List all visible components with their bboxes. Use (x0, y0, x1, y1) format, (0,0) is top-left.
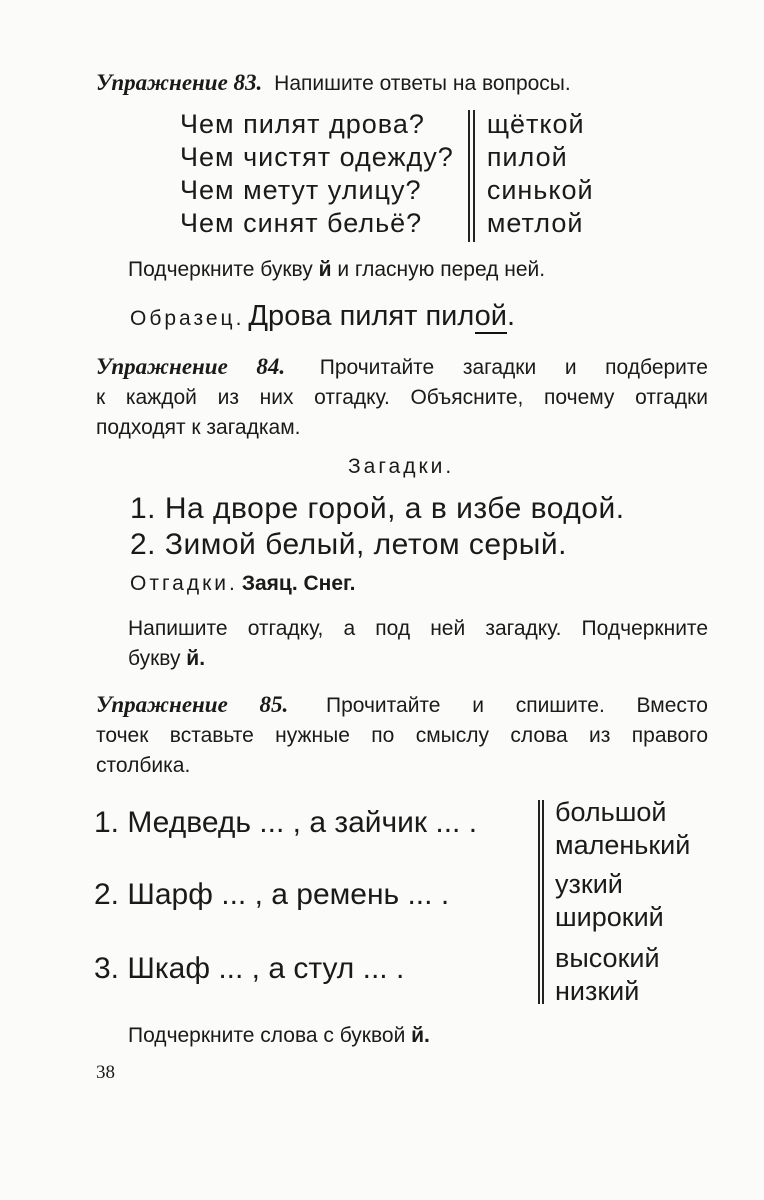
ex85-options-1 (555, 796, 690, 862)
ex85-task (128, 1024, 430, 1048)
ex85-task-text: Подчеркните слова с буквой (128, 1024, 406, 1047)
ex84-heading (96, 352, 708, 443)
ex85-options-2 (555, 868, 664, 934)
sample-text: Дрова пилят пил (248, 300, 475, 332)
ex83-heading (96, 68, 708, 99)
option: низкий (555, 976, 640, 1006)
ex83-sample (130, 300, 515, 333)
ex83-task (128, 258, 545, 282)
ex83-task-letter: й (318, 258, 332, 281)
ex83-questions (180, 108, 454, 242)
option: маленький (555, 830, 691, 860)
answer: щёткой (486, 109, 585, 139)
ex84-task-l2-text: букву (128, 647, 181, 670)
ex85-sentence-1: 1. Медведь ... , а зайчик ... . (94, 806, 478, 839)
ex85-label: Упражнение 85. (96, 692, 289, 717)
page-number: 38 (96, 1062, 115, 1083)
question: Чем синят бельё? (180, 208, 423, 238)
answers-label: Отгадки. (130, 572, 238, 595)
ex83-label: Упражнение 83. (96, 70, 263, 95)
ex83-instruction: Напишите ответы на вопросы. (274, 72, 571, 95)
answer: синькой (486, 175, 594, 205)
double-divider (468, 110, 475, 242)
sample-underlined: ой (474, 300, 507, 332)
ex85-options-3 (555, 942, 660, 1008)
ex83-task-end: и гласную перед ней. (337, 258, 546, 281)
option: узкий (555, 869, 623, 899)
ex85-double-divider (538, 800, 544, 1004)
ex85-sentence-2: 2. Шарф ... , а ремень ... . (94, 878, 450, 911)
ex83-task-text: Подчеркните букву (128, 258, 313, 281)
ex83-qa-table (180, 108, 594, 242)
answer: пилой (486, 142, 568, 172)
sample-label: Образец. (130, 307, 245, 330)
ex85-heading (96, 690, 708, 781)
ex84-label: Упражнение 84. (96, 354, 286, 379)
ex85-task-letter: й. (411, 1024, 430, 1047)
ex85-instruction-l2: точек вставьте нужные по смыслу слова из правого (96, 724, 708, 747)
riddle-1: 1. На дворе горой, а в избе водой. (130, 492, 625, 525)
option: широкий (555, 902, 664, 932)
sample-end: . (506, 300, 515, 332)
riddle-2: 2. Зимой белый, летом серый. (130, 528, 567, 561)
ex84-task-l2 (128, 644, 708, 674)
ex85-line1 (96, 690, 708, 721)
ex84-instruction-l1: Прочитайте загадки и подберите (319, 356, 708, 379)
ex84-task (128, 614, 708, 674)
ex84-instruction-l3: подходят к загадкам. (96, 416, 301, 439)
ex85-instruction-l3: столбика. (96, 754, 191, 777)
option: высокий (555, 943, 660, 973)
answer: метлой (486, 208, 584, 238)
ex84-line1 (96, 352, 708, 383)
riddles-title: Загадки. (348, 455, 455, 478)
question: Чем чистят одежду? (180, 142, 454, 172)
question: Чем метут улицу? (180, 175, 422, 205)
ex83-answers (487, 108, 594, 242)
ex84-answers (130, 572, 356, 596)
ex85-sentence-3: 3. Шкаф ... , а стул ... . (94, 952, 405, 985)
answers-text: Заяц. Снег. (241, 572, 356, 595)
question: Чем пилят дрова? (180, 109, 425, 139)
ex84-task-letter: й. (186, 647, 206, 670)
ex85-instruction-l1: Прочитайте и спишите. Вместо (325, 694, 708, 717)
option: большой (555, 797, 667, 827)
ex84-task-l1: Напишите отгадку, а под ней загадку. Подчеркните (128, 617, 708, 640)
ex84-instruction-l2: к каждой из них отгадку. Объясните, почему отгадки (96, 386, 708, 409)
